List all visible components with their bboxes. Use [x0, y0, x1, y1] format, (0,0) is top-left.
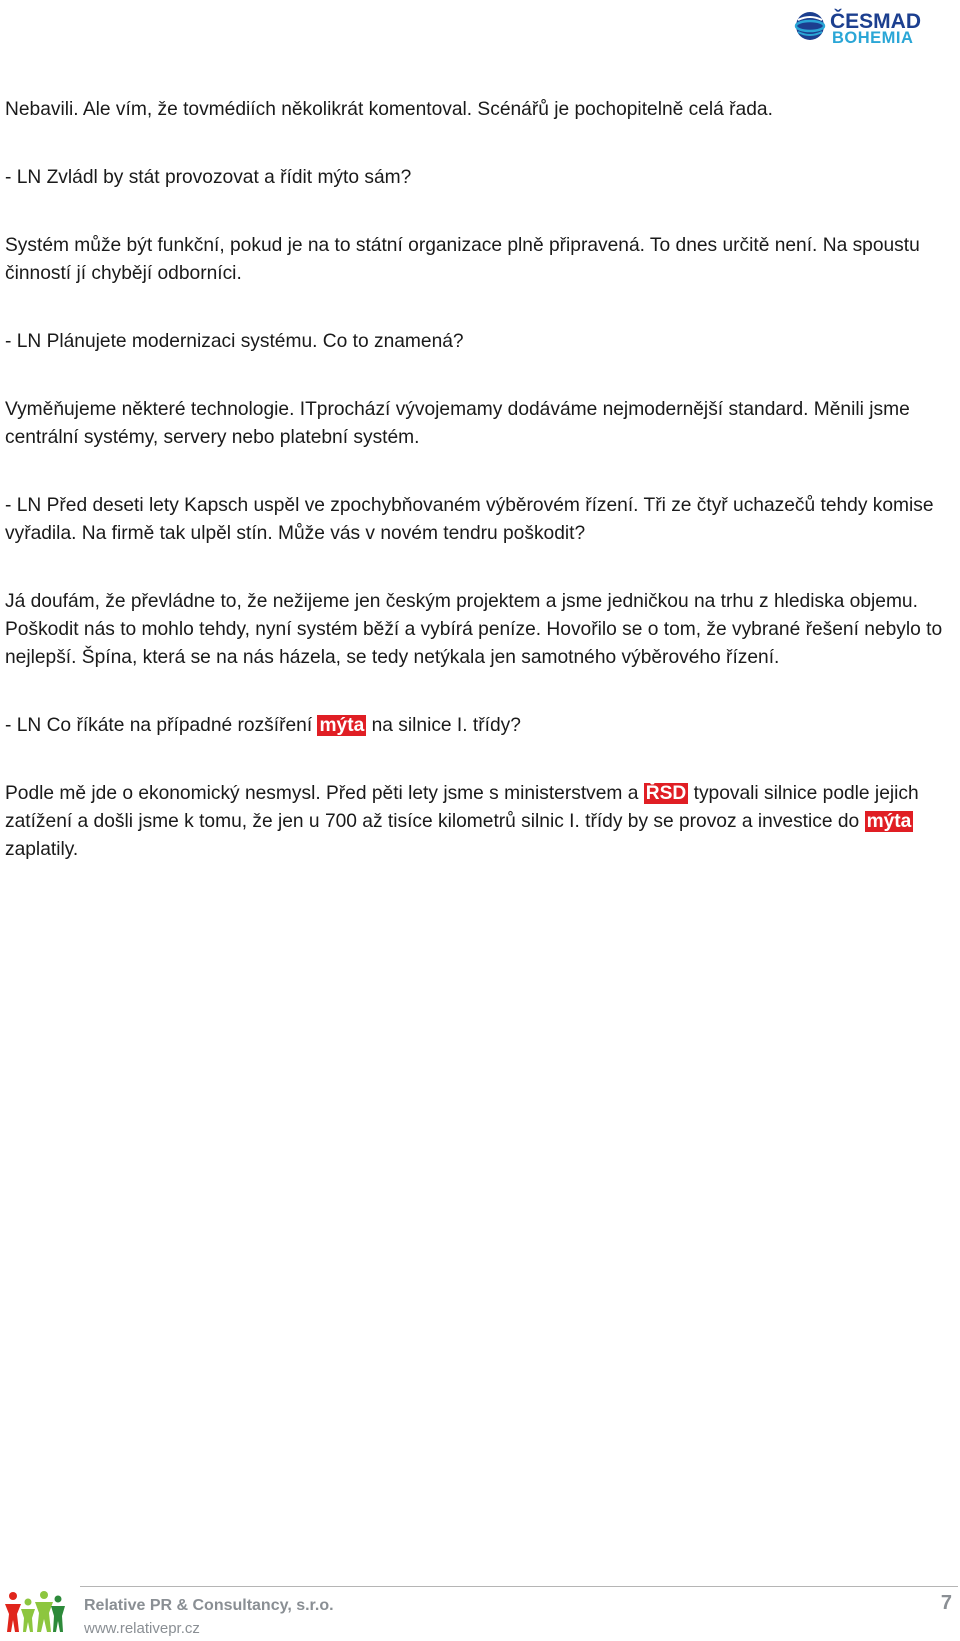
logo-name: ČESMAD — [830, 10, 922, 33]
paragraph-answer: Systém může být funkční, pokud je na to státní organizace plně připravená. To dnes určitě není. Na spoustu činností jí chybějí odborníci. — [5, 235, 920, 284]
figure-green — [35, 1591, 53, 1632]
article-body — [5, 96, 955, 904]
paragraph-question: - LN Plánujete modernizaci systému. Co to znamená? — [5, 331, 464, 352]
text-segment: typovali silnice podle jejich zatížení a došli jsme k tomu, že jen u 700 až tisíce kilometrů silnic I. třídy by se provoz a investice do — [5, 783, 919, 832]
people-figures-icon — [4, 1588, 66, 1636]
figure-green-small — [21, 1599, 35, 1633]
footer-company-name: Relative PR & Consultancy, s.r.o. — [84, 1597, 334, 1614]
highlighted-keyword: mýta — [866, 811, 912, 832]
paragraph-answer: Já doufám, že převládne to, že nežijeme jen českým projektem a jsme jedničkou na trhu z hlediska objemu. Poškodit nás to mohlo tehdy, nyní systém běží a vybírá peníze. Hovořilo se o tom, že vybrané řešení nebylo to nejlepší. Špína, která se na nás házela, se tedy netýkala jen samotného výběrového řízení. — [5, 591, 943, 668]
paragraph-answer: Vyměňujeme některé technologie. ITprochází vývojemamy dodáváme nejmodernější standard. Měnili jsme centrální systémy, servery nebo platební systém. — [5, 399, 910, 448]
paragraph-answer — [5, 780, 955, 864]
relative-pr-logo — [4, 1588, 66, 1636]
page-footer — [0, 1582, 960, 1638]
cesmad-logo-graphic — [792, 6, 952, 46]
highlighted-keyword: mýta — [319, 715, 365, 736]
paragraph-answer: Nebavili. Ale vím, že tovmédiích několikrát komentoval. Scénářů je pochopitelně celá řada. — [5, 99, 773, 120]
figure-dark-green — [51, 1596, 65, 1633]
footer-divider — [80, 1586, 958, 1587]
text-segment: na silnice I. třídy? — [366, 715, 521, 736]
page-number: 7 — [940, 1592, 952, 1614]
figure-red — [5, 1592, 21, 1632]
text-segment: Podle mě jde o ekonomický nesmysl. Před pěti lety jsme s ministerstvem a — [5, 783, 644, 804]
cesmad-bohemia-logo — [792, 6, 952, 46]
text-segment: zaplatily. — [5, 839, 79, 860]
paragraph-question — [5, 712, 955, 740]
footer-website-link[interactable]: www.relativepr.cz — [84, 1620, 200, 1637]
paragraph-question: - LN Před deseti lety Kapsch uspěl ve zpochybňovaném výběrovém řízení. Tři ze čtyř uchazečů tehdy komise vyřadila. Na firmě tak ulpěl stín. Může vás v novém tendru poškodit? — [5, 495, 934, 544]
text-segment: - LN Co říkáte na případné rozšíření — [5, 715, 318, 736]
paragraph-question: - LN Zvládl by stát provozovat a řídit mýto sám? — [5, 167, 412, 188]
globe-icon — [796, 12, 824, 40]
highlighted-keyword: ŘSD — [645, 783, 687, 804]
logo-sub: BOHEMIA — [832, 29, 914, 46]
